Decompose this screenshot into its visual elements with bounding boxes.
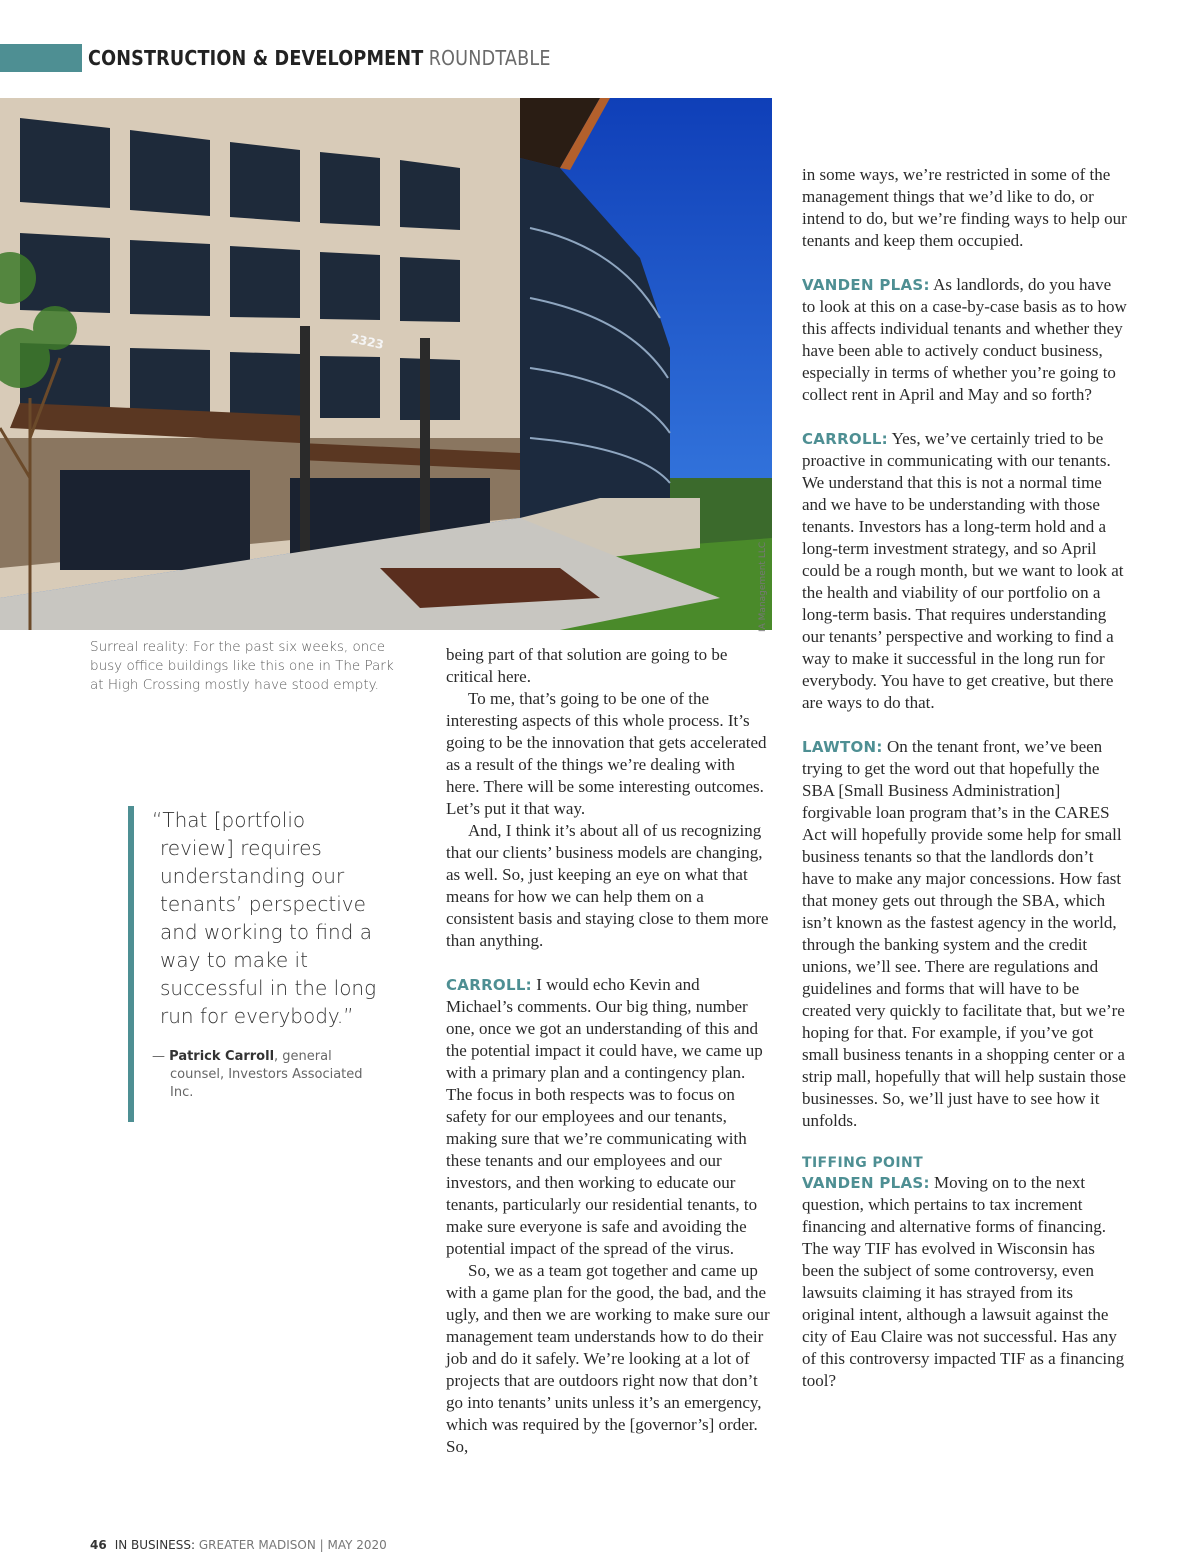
paragraph xyxy=(446,974,770,1260)
section-header xyxy=(88,46,551,70)
subhead: TIFFING POINT xyxy=(802,1155,924,1171)
paragraph: So, we as a team got together and came up with a game plan for the good, the bad, and the ugly, and then we are working to make sure our management team understands how to do their job and do it safely. We’re looking at a lot of projects that are outdoors right now that don’t go into tenants’ units unless it’s an emergency, which was required by the [governor’s] order. So, xyxy=(446,1261,770,1456)
paragraph xyxy=(802,1172,1128,1392)
attribution-name: Patrick Carroll xyxy=(169,1049,275,1064)
paragraph xyxy=(802,428,1128,714)
paragraph-text: As landlords, do you have to look at this on a case-by-case basis as to how this affects individual tenants and whether they have been able to actively conduct business, especially in terms of whether you’re going to collect rent in April and May and so forth? xyxy=(802,275,1127,404)
paragraph: And, I think it’s about all of us recognizing that our clients’ business models are changing, as well. So, just keeping an eye on what that means for how we can help them on a consistent basis and staying close to them more than anything. xyxy=(446,821,769,950)
paragraph-text: On the tenant front, we’ve been trying to get the word out that hopefully the SBA [Small Business Administration] forgivable loan program that’s in the CARES Act will hopefully provide some help for small business tenants so that the landlords don’t have to make any major concessions. How fast that money gets out through the SBA, which isn’t known as the fastest agency in the world, through the banking system and the credit unions, we’ll see. There are regulations and guidelines and forms that will have to be created very quickly to facilitate that, but we’re hoping for that. For example, if you’ve got small business tenants in a shopping center or a strip mall, hopefully that will help sustain those businesses. So, we’ll just have to see how it unfolds. xyxy=(802,737,1126,1130)
paragraph: in some ways, we’re restricted in some of the management things that we’d like to do, or intend to do, but we’re finding ways to help our tenants and keep them occupied. xyxy=(802,165,1127,250)
attribution-title: , general counsel, Investors Associated Inc. xyxy=(170,1049,363,1100)
building-number: 2323 xyxy=(349,331,385,352)
paragraph-text: Yes, we’ve certainly tried to be proactive in communicating with our tenants. We understand that this is not a normal time and we have to be understanding with those tenants. Investors has a long-term hold and a long-term investment strategy, and so April could be a rough month, but we want to look at the health and viability of our portfolio on a long-term basis. That requires understanding our tenants’ perspective and working to find a way to make it successful in the long run for everybody. You have to get creative, but there are ways to do that. xyxy=(802,429,1124,712)
header-accent-bar xyxy=(0,44,82,72)
article-column-right xyxy=(802,164,1128,1392)
paragraph-text: I would echo Kevin and Michael’s comments. Our big thing, number one, once we got an understanding of this and the potential impact it could have, we came up with a primary plan and a contingency plan. The focus in both respects was to focus on safety for our employees and our tenants, making sure that we’re communicating with these tenants and our employees and our investors, and then working to educate our tenants, particularly our residential tenants, to make sure everyone is safe and avoiding the potential impact of the spread of the virus. xyxy=(446,975,763,1258)
article-column-middle xyxy=(446,644,770,1458)
magazine-name: IN BUSINESS: xyxy=(114,1538,196,1552)
paragraph xyxy=(802,274,1128,406)
speaker-label: CARROLL: xyxy=(802,430,888,448)
edition-info: GREATER MADISON | MAY 2020 xyxy=(198,1538,387,1552)
section-title: CONSTRUCTION & DEVELOPMENT xyxy=(88,46,424,70)
pull-quote xyxy=(128,806,378,1122)
paragraph: To me, that’s going to be one of the interesting aspects of this whole process. It’s going to be the innovation that gets accelerated as a result of the things we’re dealing with here. There will be some interesting outcomes. Let’s put it that way. xyxy=(446,689,767,818)
page-number: 46 xyxy=(90,1538,107,1552)
pull-quote-text: “That [portfolio review] requires understanding our tenants’ perspective and working to find a way to make it successful in the long run for everybody.” xyxy=(152,808,377,1028)
page-footer xyxy=(90,1538,387,1552)
photo-caption: Surreal reality: For the past six weeks, once busy office buildings like this one in The Park at High Crossing mostly have stood empty. xyxy=(90,639,394,693)
speaker-label: LAWTON: xyxy=(802,738,883,756)
speaker-label: CARROLL: xyxy=(446,976,532,994)
photo-credit: IA Management LLC xyxy=(758,541,768,632)
speaker-label: VANDEN PLAS: xyxy=(802,276,930,294)
paragraph xyxy=(802,736,1128,1132)
building-photo xyxy=(0,98,772,630)
section-subtitle: ROUNDTABLE xyxy=(428,46,551,70)
attribution-dash: — xyxy=(152,1049,170,1064)
speaker-label: VANDEN PLAS: xyxy=(802,1174,930,1192)
building-illustration xyxy=(0,98,772,630)
paragraph-text: Moving on to the next question, which pertains to tax increment financing and alternative forms of financing. The way TIF has evolved in Wisconsin has been the subject of some controversy, even lawsuits claiming it has strayed from its original intent, although a lawsuit against the city of Eau Claire was not successful. Has any of this controversy impacted TIF as a financing tool? xyxy=(802,1173,1125,1390)
pull-quote-attribution xyxy=(152,1048,378,1102)
paragraph: being part of that solution are going to be critical here. xyxy=(446,645,728,686)
